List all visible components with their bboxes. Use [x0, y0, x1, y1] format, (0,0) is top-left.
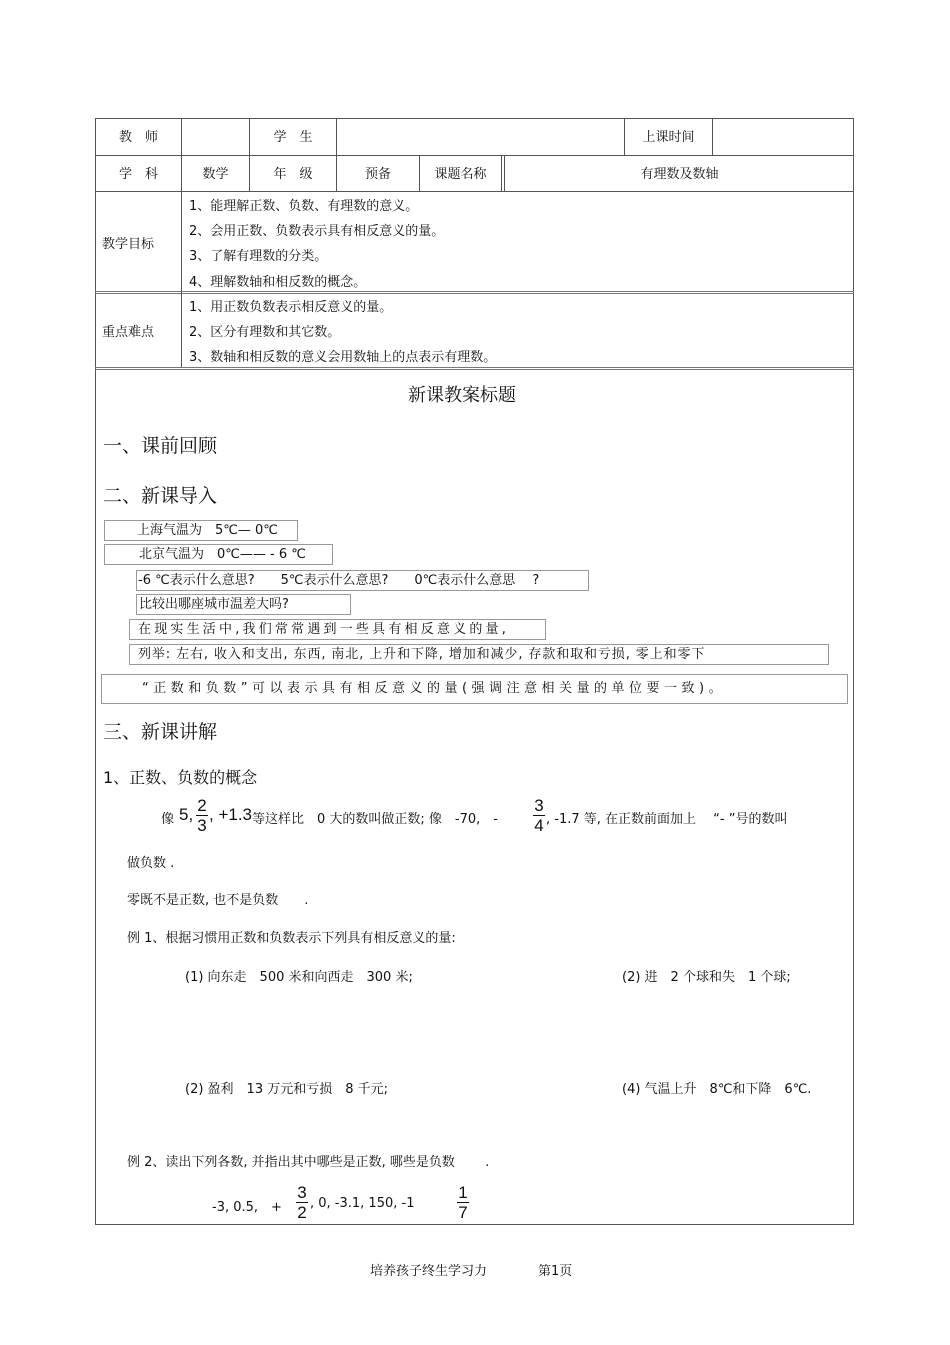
fraction-three-halves	[296, 1183, 308, 1222]
grade-label: 年 级	[273, 167, 313, 182]
subject-label: 学 科	[118, 167, 158, 182]
example-1-q4: (4) 气温上升 8℃和下降 6℃.	[622, 1082, 812, 1097]
subject-value: 数学	[202, 167, 229, 182]
goals-label: 教学目标	[102, 237, 155, 252]
row-divider	[95, 155, 854, 156]
fraction-one-seventh	[457, 1183, 469, 1222]
col-divider	[712, 118, 713, 155]
fraction-numerator: 1	[458, 1183, 468, 1202]
student-label: 学 生	[273, 130, 313, 145]
example-1-q3: (2) 盈利 13 万元和亏损 8 千元;	[185, 1082, 389, 1097]
examples-text: 列举: 左右, 收入和支出, 东西, 南北, 上升和下降, 增加和减少, 存款和取和亏损, 零上和零下	[138, 647, 706, 662]
examples-box	[129, 644, 829, 665]
key-point-item: 1、用正数负数表示相反意义的量。	[189, 300, 393, 315]
section-intro-heading: 二、新课导入	[103, 485, 218, 507]
beijing-temp-text: 北京气温为 0℃—— - 6 ℃	[139, 547, 306, 562]
shanghai-temp-text: 上海气温为 5℃— 0℃	[137, 523, 278, 538]
concept-continued: 做负数 .	[127, 856, 175, 871]
goal-item: 3、了解有理数的分类。	[189, 249, 328, 264]
concept-five: 5,	[179, 805, 194, 824]
subsection-concept-heading: 1、正数、负数的概念	[103, 768, 258, 787]
life-text: 在现实生活中,我们常常遇到一些具有相反意义的量,	[138, 622, 510, 637]
row-divider	[95, 367, 854, 370]
fraction-numerator: 3	[297, 1183, 307, 1202]
fraction-numerator: 2	[197, 796, 207, 815]
lesson-title: 新课教案标题	[408, 385, 516, 406]
section-review-heading: 一、课前回顾	[103, 435, 218, 457]
temp-question-box	[136, 570, 589, 591]
goal-item: 1、能理解正数、负数、有理数的意义。	[189, 199, 419, 214]
example-1-q1: (1) 向东走 500 米和向西走 300 米;	[185, 970, 413, 985]
note-box	[101, 674, 848, 704]
beijing-temp-box	[104, 544, 333, 565]
fraction-numerator: 3	[534, 796, 544, 815]
concept-suffix-text: , -1.7 等, 在正数前面加上 “- ”号的数叫	[546, 812, 788, 827]
example-1-q2: (2) 进 2 个球和失 1 个球;	[622, 970, 791, 985]
fraction-denominator: 3	[197, 816, 207, 835]
compare-box	[136, 594, 351, 615]
class-time-label: 上课时间	[642, 130, 695, 145]
teacher-label: 教 师	[118, 130, 158, 145]
key-point-item: 2、区分有理数和其它数。	[189, 325, 341, 340]
fraction-denominator: 2	[297, 1203, 307, 1222]
compare-text: 比较出哪座城市温差大吗?	[139, 597, 289, 612]
example-2-numbers-a: -3, 0.5, +	[212, 1200, 282, 1215]
footer-slogan: 培养孩子终生学习力	[370, 1264, 488, 1279]
fraction-three-quarters	[533, 796, 545, 835]
concept-plus-one-point-three: , +1.3	[209, 805, 253, 824]
example-2-numbers-b: , 0, -3.1, 150, -1	[310, 1196, 415, 1211]
zero-statement: 零既不是正数, 也不是负数 .	[127, 893, 309, 908]
fraction-denominator: 4	[534, 816, 544, 835]
shanghai-temp-box	[104, 520, 298, 541]
concept-prefix: 像	[161, 812, 175, 827]
col-divider	[501, 155, 502, 191]
goal-item: 4、理解数轴和相反数的概念。	[189, 275, 367, 290]
goal-item: 2、会用正数、负数表示具有相反意义的量。	[189, 224, 445, 239]
grade-value: 预备	[364, 167, 391, 182]
key-points-label: 重点难点	[102, 325, 155, 340]
concept-middle-text: 等这样比 0 大的数叫做正数; 像 -70, -	[252, 812, 498, 827]
footer-page-number: 第1页	[538, 1264, 573, 1279]
fraction-two-thirds	[196, 796, 208, 835]
example-2-title: 例 2、读出下列各数, 并指出其中哪些是正数, 哪些是负数 .	[127, 1155, 490, 1170]
row-divider	[95, 191, 854, 192]
example-1-title: 例 1、根据习惯用正数和负数表示下列具有相反意义的量:	[127, 931, 456, 946]
topic-value: 有理数及数轴	[640, 167, 719, 182]
key-point-item: 3、数轴和相反数的意义会用数轴上的点表示有理数。	[189, 350, 497, 365]
temp-question-text: -6 ℃表示什么意思? 5℃表示什么意思? 0℃表示什么意思 ?	[138, 573, 540, 588]
section-lecture-heading: 三、新课讲解	[103, 721, 218, 743]
life-box	[129, 619, 546, 640]
topic-label: 课题名称	[434, 167, 487, 182]
row-divider	[95, 291, 854, 294]
fraction-denominator: 7	[458, 1203, 468, 1222]
col-divider	[181, 118, 182, 367]
note-text: “正数和负数”可以表示具有相反意义的量(强调注意相关量的单位要一致)。	[142, 681, 727, 696]
